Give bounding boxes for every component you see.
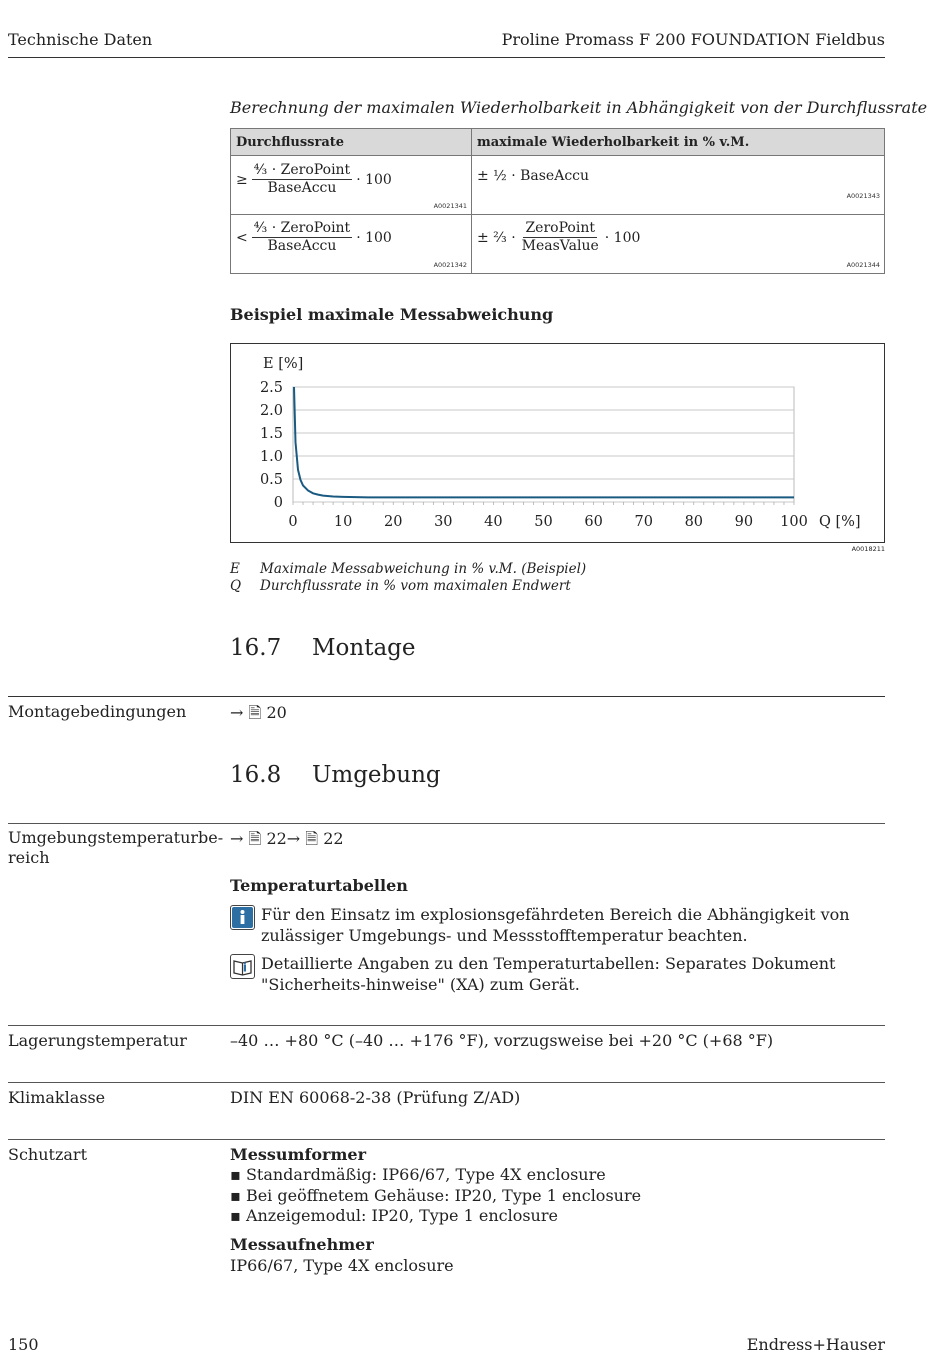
table-row: [231, 156, 885, 215]
table-row: [231, 215, 885, 274]
storage-temperature-value: –40 … +80 °C (–40 … +176 °F), vorzugsweise bei +20 °C (+68 °F): [230, 1031, 774, 1050]
legend-item: [230, 578, 571, 594]
y-tick-label: 2.5: [259, 380, 283, 396]
error-chart: [230, 343, 885, 543]
y-axis-label: E [%]: [263, 356, 304, 372]
formula-cell: [231, 156, 472, 215]
row-divider: [8, 1025, 885, 1026]
protection-list: [230, 1165, 641, 1227]
x-tick-label: 60: [584, 514, 603, 530]
row-label: Schutzart: [8, 1145, 88, 1164]
list-item: ▪ Bei geöffnetem Gehäuse: IP20, Type 1 enclosure: [230, 1186, 641, 1207]
denominator: MeasValue: [521, 238, 599, 254]
row-label: Lagerungstemperatur: [8, 1031, 187, 1050]
row-label: Umgebungstemperaturbe-: [8, 828, 224, 847]
subheading: Temperaturtabellen: [230, 876, 408, 895]
chart-figure-ref: A0018211: [851, 545, 885, 553]
chart-svg: [231, 344, 884, 542]
section-title: Umgebung: [312, 762, 441, 788]
subheading: Messumformer: [230, 1145, 366, 1164]
result-cell: [472, 215, 885, 274]
fraction: [520, 220, 601, 255]
page-link[interactable]: → 🗎 22→ 🗎 22: [230, 829, 344, 848]
book-icon: [230, 954, 255, 979]
subheading: Messaufnehmer: [230, 1235, 374, 1254]
y-tick-label: 2.0: [259, 403, 283, 419]
example-title: Beispiel maximale Messabweichung: [230, 305, 554, 324]
header-section-title: Technische Daten: [8, 30, 153, 49]
series-line: [294, 387, 794, 497]
row-divider: [8, 1139, 885, 1140]
numerator: ⁴⁄₃ · ZeroPoint: [253, 220, 351, 236]
reference-note: [230, 953, 880, 995]
section-number: 16.8: [230, 762, 282, 788]
x-tick-label: 100: [780, 514, 808, 530]
list-item: ▪ Anzeigemodul: IP20, Type 1 enclosure: [230, 1206, 641, 1227]
multiplier: · 100: [356, 171, 392, 188]
info-note: [230, 904, 880, 946]
sensor-protection-value: IP66/67, Type 4X enclosure: [230, 1256, 454, 1275]
section-divider: [8, 696, 885, 697]
y-tick-label: 1.5: [259, 426, 283, 442]
x-tick-label: 0: [288, 514, 298, 530]
result-formula: ± ½ · BaseAccu: [477, 168, 590, 184]
denominator: BaseAccu: [267, 180, 337, 196]
legend-key: E: [230, 561, 240, 577]
repeatability-table: [230, 128, 885, 274]
numerator: ⁴⁄₃ · ZeroPoint: [253, 162, 351, 178]
comparison-sign: ≥: [236, 171, 248, 188]
multiplier: · 100: [604, 229, 641, 246]
figure-ref: A0021344: [846, 261, 880, 269]
section-title: Montage: [312, 635, 416, 661]
x-tick-label: 90: [734, 514, 754, 530]
fraction: [252, 162, 352, 197]
y-tick-label: 0.5: [259, 472, 283, 488]
section-divider: [8, 823, 885, 824]
page-link[interactable]: → 🗎 20: [230, 703, 287, 722]
legend-text: Durchflussrate in % vom maximalen Endwert: [260, 578, 571, 594]
page-number: 150: [8, 1335, 39, 1354]
x-axis-label: Q [%]: [819, 514, 861, 530]
info-text: Für den Einsatz im explosionsgefährdeten Bereich die Abhängigkeit von zulässiger Umgebungs- und Messstofftemperatur beachten.: [261, 905, 850, 945]
header-divider: [8, 57, 885, 58]
x-tick-label: 50: [534, 514, 553, 530]
brand-name: Endress+Hauser: [746, 1335, 885, 1354]
plot-area: [293, 387, 794, 502]
x-tick-label: 80: [684, 514, 704, 530]
row-label: Montagebedingungen: [8, 702, 187, 721]
reference-text: Detaillierte Angaben zu den Temperaturtabellen: Separates Dokument "Sicherheits-hinweise" (XA) zum Gerät.: [261, 954, 836, 994]
info-icon: [230, 905, 255, 930]
formula-cell: [231, 215, 472, 274]
row-divider: [8, 1082, 885, 1083]
legend-text: Maximale Messabweichung in % v.M. (Beispiel): [260, 561, 587, 577]
x-tick-label: 70: [634, 514, 653, 530]
x-tick-label: 40: [484, 514, 503, 530]
climate-class-value: DIN EN 60068-2-38 (Prüfung Z/AD): [230, 1088, 521, 1107]
figure-ref: A0021343: [846, 192, 880, 200]
y-tick-label: 1.0: [259, 449, 283, 465]
row-label: reich: [8, 848, 50, 867]
legend-key: Q: [230, 578, 242, 594]
x-tick-label: 20: [383, 514, 403, 530]
y-tick-label: 0: [273, 495, 283, 511]
list-item: ▪ Standardmäßig: IP66/67, Type 4X enclosure: [230, 1165, 641, 1186]
denominator: BaseAccu: [267, 238, 337, 254]
section-number: 16.7: [230, 635, 282, 661]
x-tick-label: 10: [333, 514, 353, 530]
fraction: [252, 220, 352, 255]
numerator: ZeroPoint: [525, 220, 595, 236]
figure-ref: A0021342: [433, 261, 467, 269]
x-tick-label: 30: [434, 514, 453, 530]
header-document-title: Proline Promass F 200 FOUNDATION Fieldbus: [501, 30, 885, 49]
row-label: Klimaklasse: [8, 1088, 106, 1107]
column-header-repeatability: maximale Wiederholbarkeit in % v.M.: [472, 129, 885, 156]
comparison-sign: <: [236, 229, 248, 246]
table-caption: Berechnung der maximalen Wiederholbarkeit in Abhängigkeit von der Durchflussrate: [230, 98, 928, 117]
result-cell: [472, 156, 885, 215]
figure-ref: A0021341: [433, 202, 467, 210]
result-prefix: ± ⅔ ·: [477, 229, 516, 246]
legend-item: [230, 561, 586, 577]
column-header-flow: Durchflussrate: [231, 129, 472, 156]
multiplier: · 100: [356, 229, 392, 246]
